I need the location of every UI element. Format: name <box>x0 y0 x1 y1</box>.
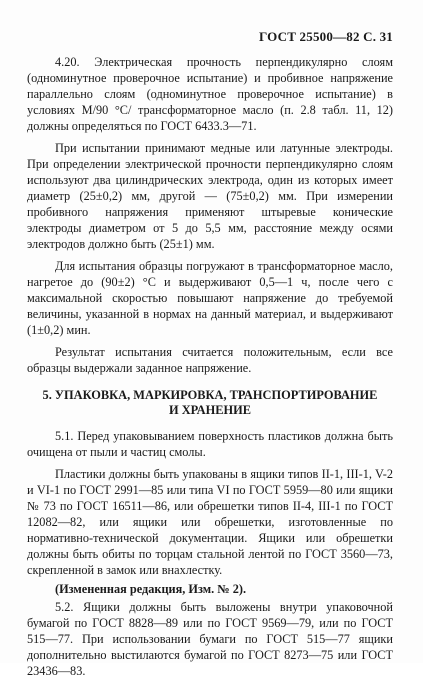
paragraph-5-1: 5.1. Перед упаковыванием поверхность пластиков должна быть очищена от пыли и частиц смолы. <box>27 429 393 459</box>
paragraph-electrodes: При испытании принимают медные или латунные электроды. При определении электрической прочности перпендикулярно слоям используют два цилиндрических электрода, один из которых имеет диаметр (25±0,2) мм, другой — (75±0,2) мм. При измерении пробивного напряжения применяют штыревые конические электроды диаметром от 5 до 5,5 мм, расстояние между осями электродов должно быть (25±1) мм. <box>27 141 393 251</box>
document-body <box>27 54 393 679</box>
paragraph-packaging: Пластики должны быть упакованы в ящики типов II-1, III-1, V-2 и VI-1 по ГОСТ 2991—85 или типа VI по ГОСТ 5959—80 или ящики № 73 по ГОСТ 16511—86, или обрешетки типов II-4, III-1 по ГОСТ 12082—82, или ящики или обрешетки, изготовленные по нормативно-технической документации. Ящики или обрешетки должны быть обиты по торцам стальной лентой по ГОСТ 3560—73, скрепленной в замок или внахлестку. <box>27 467 393 577</box>
paragraph-oil-immersion: Для испытания образцы погружают в трансформаторное масло, нагретое до (90±2) °С и выдерживают 0,5—1 ч, после чего с максимальной скоростью повышают напряжение до требуемой величины, указанной в нормах на данный материал, и выдерживают (1±0,2) мин. <box>27 259 393 337</box>
paragraph-result: Результат испытания считается положительным, если все образцы выдержали заданное напряжение. <box>27 345 393 375</box>
paragraph-5-2: 5.2. Ящики должны быть выложены внутри упаковочной бумагой по ГОСТ 8828—89 или по ГОСТ 9569—79, или по ГОСТ 515—77. При использовании бумаги по ГОСТ 515—77 ящики дополнительно выстилаются бумагой по ГОСТ 8273—75 или ГОСТ 23436—83. <box>27 600 393 678</box>
paragraph-4-20: 4.20. Электрическая прочность перпендикулярно слоям (одноминутное проверочное испытание) и пробивное напряжение параллельно слоям (одноминутное проверочное испытание) в условиях М/90 °С/ трансформаторное масло (п. 2.8 табл. 11, 12) должны определяться по ГОСТ 6433.3—71. <box>27 55 393 133</box>
section-5-heading: 5. УПАКОВКА, МАРКИРОВКА, ТРАНСПОРТИРОВАНИЕ И ХРАНЕНИЕ <box>42 388 378 417</box>
page-header: ГОСТ 25500—82 С. 31 <box>259 29 393 44</box>
amendment-note: (Измененная редакция, Изм. № 2). <box>55 582 247 596</box>
